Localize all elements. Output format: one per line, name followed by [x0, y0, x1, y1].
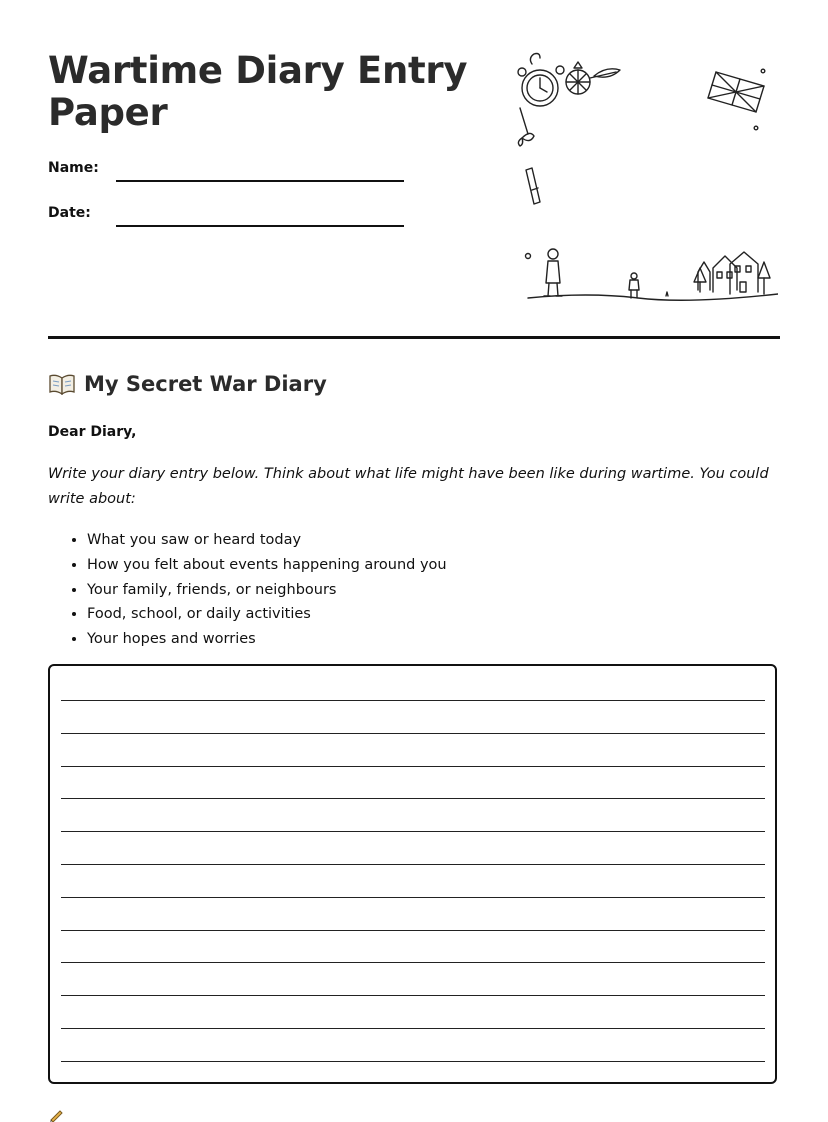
writing-line — [61, 733, 765, 734]
writing-line — [61, 831, 765, 832]
instructions: Write your diary entry below. Think about what life might have been like during wartime. You could write about: — [48, 466, 769, 507]
writing-line — [61, 962, 765, 963]
child-figure-icon — [544, 249, 562, 296]
writing-line — [61, 864, 765, 865]
feather-icon — [590, 69, 620, 78]
wartime-illustration — [508, 50, 778, 310]
name-label: Name: — [48, 160, 99, 176]
page-title: Wartime Diary Entry Paper — [48, 49, 468, 134]
union-jack-flag-icon — [708, 72, 764, 112]
pen-icon — [518, 108, 534, 146]
ground-line — [528, 294, 778, 300]
diary-writing-area[interactable] — [48, 664, 777, 1084]
date-field[interactable] — [116, 225, 404, 227]
writing-line — [61, 1061, 765, 1062]
list-item: • Your hopes and worries — [87, 627, 447, 652]
list-item: • Food, school, or daily activities — [87, 602, 447, 627]
pocket-watch-icon — [518, 54, 558, 107]
list-item: • How you felt about events happening around you — [87, 553, 447, 578]
writing-line — [61, 766, 765, 767]
prompt-list — [48, 528, 447, 652]
list-item: • What you saw or heard today — [87, 528, 447, 553]
union-jack-badge-icon — [566, 62, 590, 94]
name-field[interactable] — [116, 180, 404, 182]
soldier-figure-icon — [629, 273, 639, 298]
writing-line — [61, 700, 765, 701]
writing-line — [61, 995, 765, 996]
greeting: Dear Diary, — [48, 424, 137, 440]
torch-icon — [526, 168, 540, 204]
village-houses-icon — [694, 252, 770, 294]
section-heading — [48, 372, 327, 396]
pencil-icon — [48, 1108, 64, 1122]
list-item: • Your family, friends, or neighbours — [87, 578, 447, 603]
button-icon — [556, 66, 564, 74]
open-book-icon — [48, 373, 76, 395]
writing-line — [61, 798, 765, 799]
writing-line — [61, 1028, 765, 1029]
date-label: Date: — [48, 205, 91, 221]
writing-line — [61, 897, 765, 898]
writing-line — [61, 930, 765, 931]
header-divider — [48, 336, 780, 339]
section-title-text: My Secret War Diary — [84, 372, 327, 396]
